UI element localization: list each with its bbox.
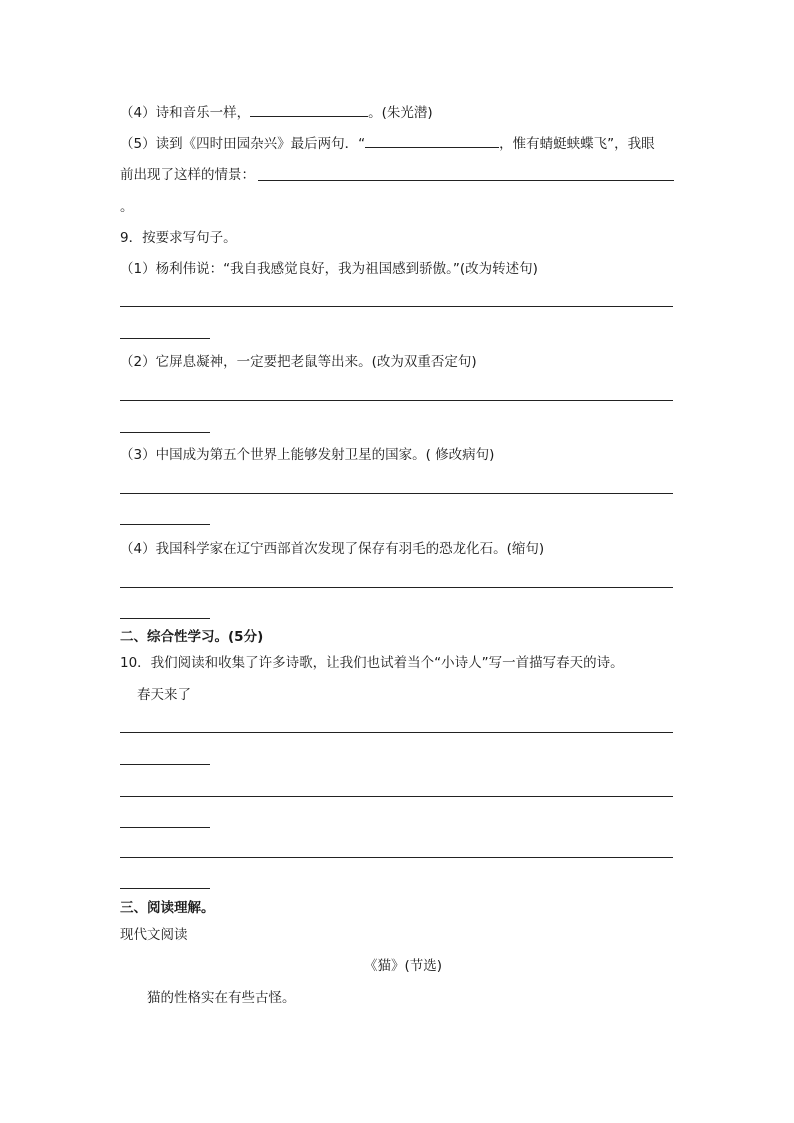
answer-line[interactable] [120, 306, 673, 307]
answer-line-short[interactable] [120, 888, 210, 889]
section-2-heading: 二、综合性学习。(5分) [120, 629, 264, 645]
q9-3-prompt: （3）中国成为第五个世界上能够发射卫星的国家。( 修改病句) [120, 447, 495, 463]
answer-line[interactable] [120, 732, 673, 733]
answer-line[interactable] [120, 587, 673, 588]
q9-1-prompt: （1）杨利伟说：“我自我感觉良好，我为祖国感到骄傲。”(改为转述句) [120, 261, 538, 277]
answer-line[interactable] [120, 400, 673, 401]
poem-title: 春天来了 [137, 687, 191, 703]
q8-4-suffix: 。(朱光潜) [368, 105, 433, 121]
question-8-5 [120, 133, 655, 154]
answer-line-short[interactable] [120, 764, 210, 765]
question-8-5-line2 [120, 165, 255, 185]
answer-line[interactable] [120, 796, 673, 797]
q10-prompt: 10．我们阅读和收集了许多诗歌，让我们也试着当个“小诗人”写一首描写春天的诗。 [120, 655, 624, 671]
answer-line[interactable] [120, 493, 673, 494]
answer-blank[interactable] [365, 133, 499, 148]
modern-reading-label: 现代文阅读 [120, 927, 188, 943]
answer-blank[interactable] [250, 102, 368, 117]
answer-line-short[interactable] [120, 524, 210, 525]
q9-2-prompt: （2）它屏息凝神，一定要把老鼠等出来。(改为双重否定句) [120, 354, 477, 370]
q8-5-line2: 前出现了这样的情景： [120, 167, 255, 183]
section-3-heading: 三、阅读理解。 [120, 900, 215, 916]
passage-first-line: 猫的性格实在有些古怪。 [147, 990, 296, 1006]
q8-4-prefix: （4）诗和音乐一样， [120, 105, 251, 121]
passage-title: 《猫》(节选) [364, 958, 443, 974]
q9-4-prompt: （4）我国科学家在辽宁西部首次发现了保存有羽毛的恐龙化石。(缩句) [120, 541, 545, 557]
answer-line-short[interactable] [120, 432, 210, 433]
answer-line-short[interactable] [120, 827, 210, 828]
answer-line-short[interactable] [120, 618, 210, 619]
q8-5-prefix: （5）读到《四时田园杂兴》最后两句．“ [120, 136, 366, 152]
q8-5-middle: ，惟有蜻蜓蛱蝶飞”，我眼 [499, 136, 655, 152]
answer-line-short[interactable] [120, 338, 210, 339]
answer-line[interactable] [120, 857, 673, 858]
answer-line[interactable] [258, 180, 674, 181]
q8-5-end: 。 [120, 199, 134, 215]
q9-heading: 9．按要求写句子。 [120, 230, 237, 246]
question-8-4 [120, 102, 433, 123]
